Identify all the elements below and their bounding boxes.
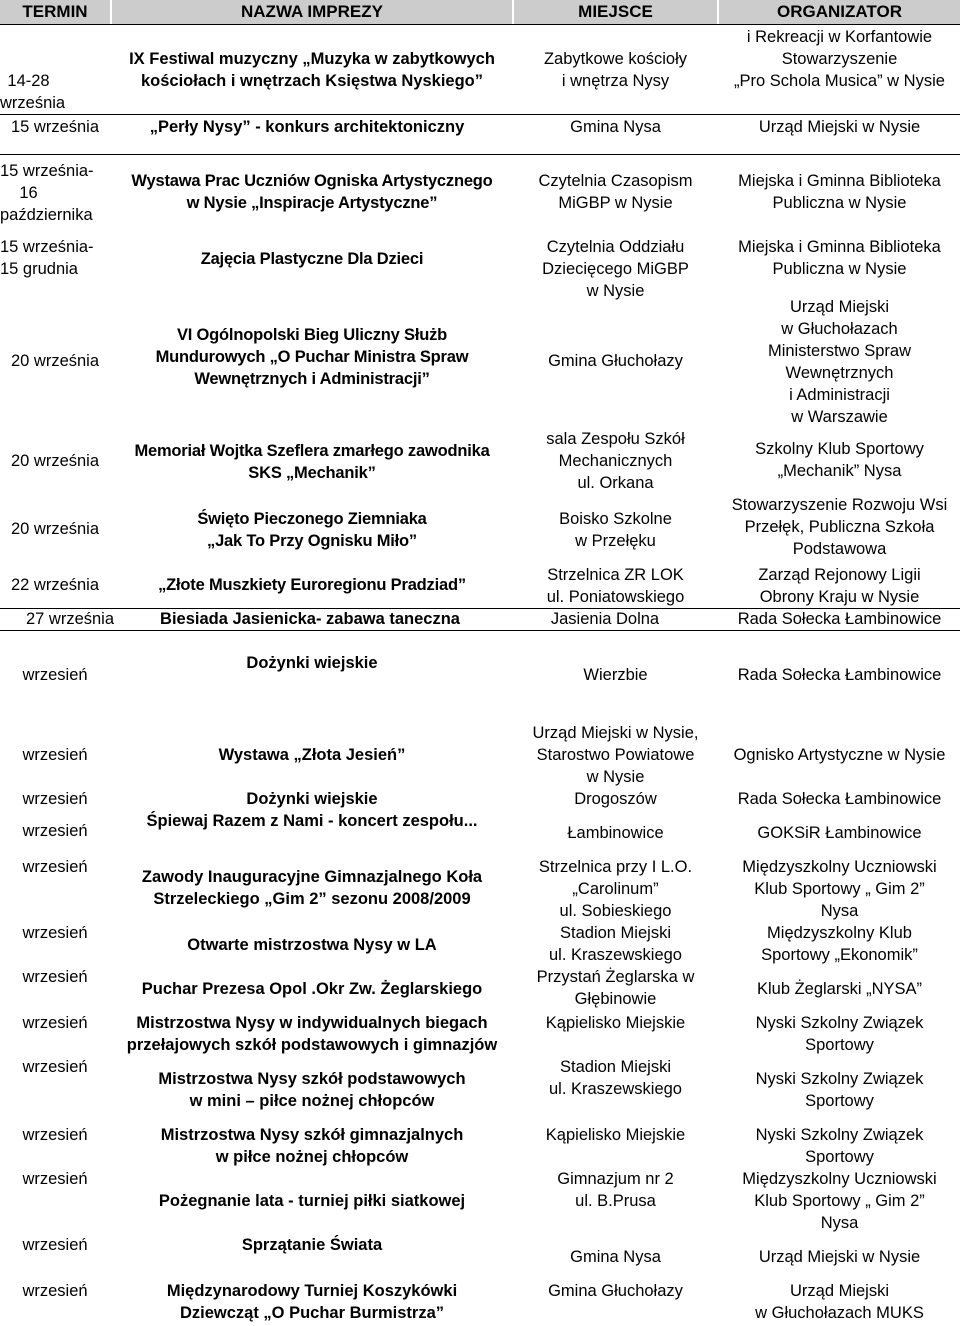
- event-organizer-line: Sportowy: [805, 1148, 874, 1166]
- event-date: [0, 744, 110, 766]
- event-name-line: Wystawa „Złota Jesień”: [218, 746, 406, 764]
- event-name-line: w Nysie „Inspiracje Artystyczne”: [186, 194, 438, 212]
- event-place-line: ul. B.Prusa: [575, 1192, 656, 1210]
- event-organizer-line: Wewnętrznych: [785, 364, 894, 382]
- event-organizer-line: i Rekreacji w Korfantowie: [746, 28, 933, 46]
- event-date-line: 15 września-: [0, 238, 94, 256]
- event-name: [112, 1124, 512, 1168]
- event-organizer-line: Szkolny Klub Sportowy: [755, 440, 924, 458]
- event-date: [0, 160, 94, 226]
- event-organizer: [719, 1124, 960, 1168]
- event-date-line: wrzesień: [22, 1282, 88, 1300]
- event-name-line: Dziewcząt „O Puchar Burmistrza”: [179, 1304, 445, 1322]
- event-date-line: wrzesień: [22, 968, 88, 986]
- event-organizer-line: „Pro Schola Musica” w Nysie: [734, 72, 945, 90]
- event-organizer-line: Urząd Miejski w Nysie: [758, 118, 921, 136]
- header-organizer: ORGANIZATOR: [719, 0, 960, 24]
- event-name-line: IX Festiwal muzyczny „Muzyka w zabytkowych: [129, 50, 495, 68]
- event-name-line: Mundurowych „O Puchar Ministra Spraw: [155, 348, 469, 366]
- event-date-line: września: [0, 94, 66, 112]
- event-place: [514, 1168, 717, 1212]
- event-date-line: wrzesień: [22, 822, 88, 840]
- event-place-line: Gmina Nysa: [570, 1248, 661, 1266]
- event-place-line: Dziecięcego MiGBP: [542, 260, 689, 278]
- event-name-line: Memoriał Wojtka Szeflera zmarłego zawodnika: [134, 442, 490, 460]
- event-place: [514, 116, 717, 138]
- event-name: [112, 248, 512, 270]
- event-place-line: Czytelnia Czasopism: [538, 172, 693, 190]
- event-organizer-line: Stowarzyszenie: [781, 50, 898, 68]
- event-place-line: Mechanicznych: [558, 452, 673, 470]
- event-name: [112, 978, 512, 1000]
- event-date-line: 20 września: [10, 520, 100, 538]
- event-place-line: Strzelnica ZR LOK: [547, 566, 684, 584]
- event-name-line: Pożegnanie lata - turniej piłki siatkowej: [158, 1192, 466, 1210]
- event-organizer: [719, 856, 960, 922]
- event-date: [0, 1234, 110, 1256]
- event-organizer-line: w Warszawie: [791, 408, 888, 426]
- event-organizer-line: Publiczna w Nysie: [772, 260, 907, 278]
- event-date-line: 20 września: [10, 352, 100, 370]
- event-date-line: wrzesień: [22, 1170, 88, 1188]
- event-date: [0, 1012, 110, 1034]
- event-date-line: wrzesień: [22, 666, 88, 684]
- event-date-line: 20 września: [10, 452, 100, 470]
- event-organizer-line: GOKSiR Łambinowice: [757, 824, 922, 842]
- event-place-line: Starostwo Powiatowe: [536, 746, 695, 764]
- event-date-line: wrzesień: [22, 746, 88, 764]
- event-organizer: [719, 296, 960, 428]
- event-organizer-line: Publiczna w Nysie: [772, 194, 907, 212]
- event-place-line: ul. Sobieskiego: [559, 902, 672, 920]
- event-place-line: ul. Kraszewskiego: [549, 946, 682, 964]
- event-organizer: [719, 170, 960, 214]
- event-place-line: Czytelnia Oddziału: [546, 238, 685, 256]
- event-organizer-line: Miejska i Gminna Biblioteka: [738, 238, 941, 256]
- event-date: [0, 48, 66, 114]
- event-place: [514, 26, 717, 92]
- event-place-line: Strzelnica przy I L.O.: [538, 858, 693, 876]
- event-organizer: [719, 608, 960, 630]
- event-name-line: Mistrzostwa Nysy szkół gimnazjalnych: [160, 1126, 464, 1144]
- header-date: TERMIN: [0, 0, 110, 24]
- event-place: [514, 856, 717, 922]
- row-divider: [0, 114, 960, 115]
- event-name-line: VI Ogólnopolski Bieg Uliczny Służb: [176, 326, 448, 344]
- event-organizer-line: Nyski Szkolny Związek: [755, 1126, 924, 1144]
- event-organizer-line: Rada Sołecka Łambinowice: [737, 610, 942, 628]
- event-place-line: Łambinowice: [567, 824, 664, 842]
- event-name: [112, 324, 512, 390]
- event-place-line: ul. Poniatowskiego: [546, 588, 685, 606]
- event-name-line: Dożynki wiejskie: [246, 654, 378, 672]
- event-date: [0, 1056, 110, 1078]
- event-date: [0, 574, 110, 596]
- event-date-line: wrzesień: [22, 1014, 88, 1032]
- event-name-line: Zawody Inauguracyjne Gimnazjalnego Koła: [141, 868, 483, 886]
- event-date: [0, 350, 110, 372]
- event-organizer-line: Klub Sportowy „ Gim 2”: [754, 880, 925, 898]
- event-date: [0, 664, 110, 686]
- event-place-line: [514, 26, 717, 48]
- event-place: [514, 1124, 717, 1146]
- row-divider: [0, 154, 960, 155]
- header-place: MIEJSCE: [514, 0, 717, 24]
- event-organizer-line: Obrony Kraju w Nysie: [759, 588, 920, 606]
- event-date-line: października: [0, 206, 93, 224]
- event-place-line: Kąpielisko Miejskie: [545, 1014, 686, 1032]
- event-place-line: w Nysie: [586, 282, 645, 300]
- event-organizer-line: Rada Sołecka Łambinowice: [737, 666, 942, 684]
- event-date-line: wrzesień: [22, 1236, 88, 1254]
- event-date-line: wrzesień: [22, 858, 88, 876]
- event-organizer-line: Miejska i Gminna Biblioteka: [738, 172, 941, 190]
- event-date: [0, 608, 140, 630]
- event-place: [514, 564, 717, 608]
- event-name: [112, 866, 512, 910]
- event-place-line: ul. Kraszewskiego: [549, 1080, 682, 1098]
- event-date-line: 22 września: [10, 576, 100, 594]
- event-place: [514, 170, 717, 214]
- event-organizer-line: Rada Sołecka Łambinowice: [737, 790, 942, 808]
- event-organizer-line: w Głuchołazach MUKS: [755, 1304, 924, 1322]
- event-organizer-line: Klub Sportowy „ Gim 2”: [754, 1192, 925, 1210]
- event-place: [514, 1246, 717, 1268]
- event-organizer: [719, 664, 960, 686]
- event-name: [112, 934, 512, 956]
- event-name-line: Święto Pieczonego Ziemniaka: [197, 510, 427, 528]
- event-name: [112, 1190, 512, 1212]
- event-organizer: [719, 922, 960, 966]
- event-date: [0, 450, 110, 472]
- event-date: [0, 856, 110, 878]
- event-name-line: Mistrzostwa Nysy w indywidualnych biegach: [136, 1014, 488, 1032]
- event-place-line: Urząd Miejski w Nysie,: [532, 724, 699, 742]
- event-date-line: wrzesień: [22, 1058, 88, 1076]
- event-name-line: Biesiada Jasienicka- zabawa taneczna: [160, 610, 460, 628]
- event-place-line: w Przełęku: [575, 532, 656, 550]
- event-name: [112, 1012, 512, 1056]
- event-date: [0, 1280, 110, 1302]
- event-organizer: [719, 1280, 960, 1324]
- event-date: [0, 922, 110, 944]
- event-name-line: w piłce nożnej chłopców: [215, 1148, 409, 1166]
- event-date-line: 15 września: [10, 118, 100, 136]
- event-place-line: Jasienia Dolna: [550, 610, 660, 628]
- event-name: [112, 1234, 512, 1256]
- event-place-line: i wnętrza Nysy: [561, 72, 670, 90]
- event-date: [0, 236, 94, 280]
- event-organizer-line: Sportowy: [805, 1092, 874, 1110]
- event-place: [514, 1280, 717, 1302]
- event-place-line: „Carolinum”: [572, 880, 659, 898]
- event-date: [0, 820, 110, 842]
- event-date-line: 15 września-: [0, 162, 94, 180]
- event-organizer-line: Stowarzyszenie Rozwoju Wsi: [731, 496, 948, 514]
- event-name: [112, 652, 512, 674]
- event-name: [112, 574, 512, 596]
- event-place: [514, 922, 717, 966]
- event-name: [112, 788, 512, 810]
- event-place: [514, 664, 717, 686]
- event-place-line: Gmina Głuchołazy: [548, 1282, 683, 1300]
- event-date-line: 16: [19, 184, 38, 202]
- event-name: [130, 608, 490, 630]
- event-name-line: Wystawa Prac Uczniów Ogniska Artystycznego: [131, 172, 493, 190]
- event-place-line: Stadion Miejski: [560, 924, 671, 942]
- event-organizer-line: Ognisko Artystyczne w Nysie: [733, 746, 946, 764]
- event-organizer: [719, 1068, 960, 1112]
- event-place-line: Wierzbie: [583, 666, 648, 684]
- event-place: [514, 966, 717, 1010]
- event-organizer-line: w Głuchołazach: [781, 320, 898, 338]
- event-organizer: [719, 26, 960, 92]
- event-place-line: Gmina Nysa: [570, 118, 661, 136]
- event-organizer-line: Nysa: [820, 902, 859, 920]
- event-organizer-line: Sportowy: [805, 1036, 874, 1054]
- event-name: [112, 48, 512, 92]
- event-place-line: Głębinowie: [574, 990, 657, 1008]
- event-date: [0, 1124, 110, 1146]
- event-name-line: Zajęcia Plastyczne Dla Dzieci: [200, 250, 424, 268]
- event-organizer-line: Urząd Miejski: [789, 298, 890, 316]
- event-place-line: Boisko Szkolne: [559, 510, 672, 528]
- event-organizer: [719, 494, 960, 560]
- event-name-line: SKS „Mechanik”: [248, 464, 376, 482]
- event-name-line: „Złote Muszkiety Euroregionu Pradziad”: [158, 576, 466, 594]
- event-date-line: wrzesień: [22, 924, 88, 942]
- event-organizer: [719, 788, 960, 810]
- event-organizer: [719, 1168, 960, 1234]
- event-organizer-line: Zarząd Rejonowy Ligii: [758, 566, 921, 584]
- event-organizer-line: Nysa: [820, 1214, 859, 1232]
- event-name-line: „Jak To Przy Ognisku Miło”: [207, 532, 417, 550]
- event-name-line: Sprzątanie Świata: [241, 1236, 383, 1254]
- event-organizer: [719, 1012, 960, 1056]
- event-place-line: MiGBP w Nysie: [558, 194, 673, 212]
- event-name-line: w mini – piłce nożnej chłopców: [189, 1092, 435, 1110]
- event-date: [0, 116, 110, 138]
- event-place: [470, 608, 740, 630]
- event-organizer-line: Nyski Szkolny Związek: [755, 1014, 924, 1032]
- event-organizer-line: Międzyszkolny Uczniowski: [742, 858, 937, 876]
- event-name-line: Mistrzostwa Nysy szkół podstawowych: [158, 1070, 466, 1088]
- event-place: [514, 822, 717, 844]
- event-name-line: Dożynki wiejskie: [246, 790, 378, 808]
- event-date-line: wrzesień: [22, 1126, 88, 1144]
- event-place-line: Przystań Żeglarska w: [536, 968, 695, 986]
- event-organizer: [719, 1246, 960, 1268]
- event-name-line: Puchar Prezesa Opol .Okr Zw. Żeglarskiego: [141, 980, 483, 998]
- event-place-line: ul. Orkana: [577, 474, 654, 492]
- event-organizer: [719, 978, 960, 1000]
- event-place: [514, 1012, 717, 1034]
- event-name: [112, 170, 512, 214]
- event-name-line: Międzynarodowy Turniej Koszykówki: [166, 1282, 458, 1300]
- event-date: [0, 1168, 110, 1190]
- event-place: [514, 788, 717, 810]
- event-name: [112, 810, 512, 832]
- event-organizer-line: i Administracji: [789, 386, 890, 404]
- event-organizer: [719, 438, 960, 482]
- event-place-line: sala Zespołu Szkół: [546, 430, 685, 448]
- event-name-line: kościołach i wnętrzach Księstwa Nyskiego”: [140, 72, 484, 90]
- row-divider: [0, 24, 960, 25]
- event-organizer-line: Międzyszkolny Uczniowski: [742, 1170, 937, 1188]
- event-name: [112, 508, 512, 552]
- event-organizer-line: Podstawowa: [792, 540, 887, 558]
- event-date: [0, 966, 110, 988]
- event-organizer-line: Klub Żeglarski „NYSA”: [756, 980, 923, 998]
- event-name: [112, 744, 512, 766]
- event-place-line: Gmina Głuchołazy: [548, 352, 683, 370]
- event-place: [514, 722, 717, 788]
- event-place-line: Drogoszów: [574, 790, 657, 808]
- event-place: [514, 350, 717, 372]
- event-name-line: Strzeleckiego „Gim 2” sezonu 2008/2009: [153, 890, 471, 908]
- event-date-line: 14-28: [7, 72, 50, 90]
- event-organizer: [719, 564, 960, 608]
- event-name: [112, 440, 512, 484]
- row-divider: [0, 630, 960, 631]
- event-organizer-line: Międzyszkolny Klub: [767, 924, 912, 942]
- event-place-line: Stadion Miejski: [560, 1058, 671, 1076]
- event-name: [112, 1280, 512, 1324]
- event-date-line: 15 grudnia: [0, 260, 78, 278]
- event-organizer-line: Nyski Szkolny Związek: [755, 1070, 924, 1088]
- event-date-line: 27 września: [25, 610, 115, 628]
- event-place-line: Kąpielisko Miejskie: [545, 1126, 686, 1144]
- event-place-line: Gimnazjum nr 2: [557, 1170, 674, 1188]
- event-date: [0, 518, 110, 540]
- event-name: [112, 116, 502, 138]
- event-place-line: w Nysie: [586, 768, 645, 786]
- event-name-line: Śpiewaj Razem z Nami - koncert zespołu...: [146, 812, 478, 830]
- event-place: [514, 428, 717, 494]
- event-organizer: [719, 116, 960, 138]
- event-place: [514, 1056, 717, 1100]
- event-name-line: „Perły Nysy” - konkurs architektoniczny: [149, 118, 465, 136]
- event-place: [514, 508, 717, 552]
- event-name-line: Wewnętrznych i Administracji”: [194, 370, 430, 388]
- event-organizer-line: Urząd Miejski: [789, 1282, 890, 1300]
- event-place-line: Zabytkowe kościoły: [543, 50, 688, 68]
- event-name: [112, 1068, 512, 1112]
- event-organizer-line: Urząd Miejski w Nysie: [758, 1248, 921, 1266]
- event-place: [514, 236, 717, 302]
- event-name-line: przełajowych szkół podstawowych i gimnazjów: [126, 1036, 498, 1054]
- event-organizer: [719, 744, 960, 766]
- event-organizer-line: Ministerstwo Spraw: [767, 342, 912, 360]
- header-event: NAZWA IMPREZY: [112, 0, 512, 24]
- event-organizer-line: Przełęk, Publiczna Szkoła: [744, 518, 935, 536]
- event-organizer-line: „Mechanik” Nysa: [777, 462, 902, 480]
- event-date-line: wrzesień: [22, 790, 88, 808]
- event-name-line: Otwarte mistrzostwa Nysy w LA: [187, 936, 437, 954]
- event-organizer: [719, 822, 960, 844]
- event-organizer-line: Sportowy „Ekonomik”: [761, 946, 918, 964]
- event-date-line: [0, 48, 57, 70]
- event-organizer: [719, 236, 960, 280]
- event-date: [0, 788, 110, 810]
